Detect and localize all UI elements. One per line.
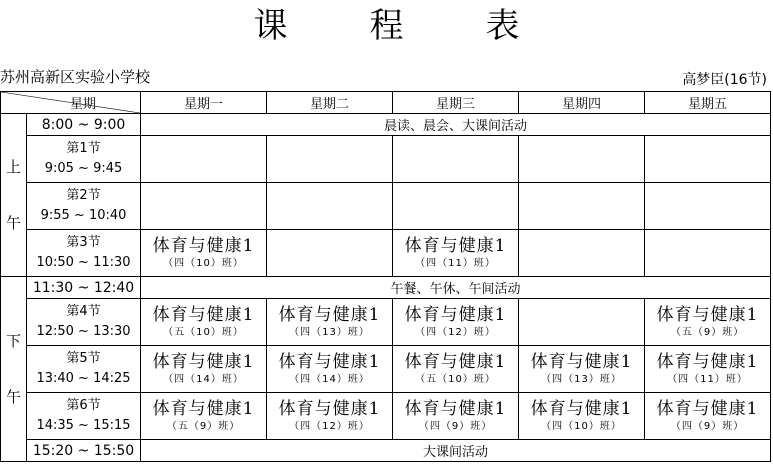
lesson-class: （四（14）班） xyxy=(163,374,244,385)
lesson-class: （五（10）班） xyxy=(415,374,496,385)
period-name: 第3节 xyxy=(66,235,101,250)
empty-cell xyxy=(393,136,519,183)
activity-row xyxy=(1,440,771,462)
empty-cell xyxy=(519,230,645,277)
lesson-cell xyxy=(267,346,393,393)
empty-cell xyxy=(141,136,267,183)
lesson-cell xyxy=(141,299,267,346)
period-cell xyxy=(27,299,141,346)
lesson-subject: 体育与健康1 xyxy=(404,399,507,419)
lesson-subject: 体育与健康1 xyxy=(656,399,759,419)
period-row xyxy=(1,230,771,277)
period-row xyxy=(1,299,771,346)
empty-cell xyxy=(393,183,519,230)
lesson-subject: 体育与健康1 xyxy=(656,305,759,325)
period-cell xyxy=(27,136,141,183)
empty-cell xyxy=(267,136,393,183)
lesson-cell xyxy=(267,299,393,346)
page-title: 课程表 xyxy=(253,6,602,46)
lesson-subject: 体育与健康1 xyxy=(278,305,381,325)
lesson-subject: 体育与健康1 xyxy=(152,236,255,256)
lesson-cell xyxy=(393,230,519,277)
period-cell xyxy=(27,230,141,277)
activity-row xyxy=(1,114,771,136)
lesson-class: （四（13）班） xyxy=(541,374,622,385)
activity-cell: 午餐、午休、午间活动 xyxy=(141,277,771,299)
period-time: 9:05 ~ 9:45 xyxy=(44,161,123,176)
half-day-label-top: 下 xyxy=(5,332,21,350)
day-header: 星期二 xyxy=(267,92,393,114)
lesson-class: （五（10）班） xyxy=(163,327,244,338)
day-header: 星期三 xyxy=(393,92,519,114)
empty-cell xyxy=(519,183,645,230)
day-header: 星期四 xyxy=(519,92,645,114)
lesson-cell xyxy=(519,393,645,440)
lesson-cell xyxy=(141,346,267,393)
time-cell: 15:20 ~ 15:50 xyxy=(27,440,141,462)
half-day-label-bottom: 午 xyxy=(5,388,21,406)
lesson-class: （四（9）班） xyxy=(418,421,493,432)
lesson-subject: 体育与健康1 xyxy=(404,305,507,325)
time-cell: 8:00 ~ 9:00 xyxy=(27,114,141,136)
period-time: 12:50 ~ 13:30 xyxy=(36,324,131,339)
activity-cell: 晨读、晨会、大课间活动 xyxy=(141,114,771,136)
period-cell xyxy=(27,346,141,393)
empty-cell xyxy=(645,183,771,230)
header-row xyxy=(1,92,771,114)
half-day-label-bottom: 午 xyxy=(5,214,21,232)
teacher-name: 高梦臣(16节) xyxy=(682,72,767,88)
period-time: 13:40 ~ 14:25 xyxy=(36,371,131,386)
empty-cell xyxy=(645,136,771,183)
lesson-cell xyxy=(141,393,267,440)
lesson-subject: 体育与健康1 xyxy=(278,352,381,372)
period-row xyxy=(1,346,771,393)
lesson-cell xyxy=(519,346,645,393)
lesson-subject: 体育与健康1 xyxy=(404,352,507,372)
half-day-label-top: 上 xyxy=(5,158,21,176)
period-name: 第4节 xyxy=(66,304,101,319)
lesson-subject: 体育与健康1 xyxy=(530,399,633,419)
empty-cell xyxy=(267,230,393,277)
lesson-cell xyxy=(645,346,771,393)
empty-cell xyxy=(141,183,267,230)
lesson-class: （五（9）班） xyxy=(166,421,241,432)
lesson-class: （四（14）班） xyxy=(289,374,370,385)
school-name: 苏州高新区实验小学校 xyxy=(0,68,151,86)
lesson-subject: 体育与健康1 xyxy=(656,352,759,372)
lesson-subject: 体育与健康1 xyxy=(278,399,381,419)
activity-cell: 大课间活动 xyxy=(141,440,771,462)
day-header: 星期一 xyxy=(141,92,267,114)
period-cell xyxy=(27,393,141,440)
period-name: 第6节 xyxy=(66,398,101,413)
empty-cell xyxy=(267,183,393,230)
activity-row xyxy=(1,277,771,299)
day-header: 星期五 xyxy=(645,92,771,114)
lesson-class: （四（10）班） xyxy=(163,258,244,269)
period-name: 第5节 xyxy=(66,351,101,366)
lesson-cell xyxy=(645,299,771,346)
lesson-cell xyxy=(141,230,267,277)
lesson-subject: 体育与健康1 xyxy=(152,352,255,372)
schedule-table xyxy=(0,91,771,462)
lesson-cell xyxy=(645,393,771,440)
empty-cell xyxy=(645,230,771,277)
lesson-class: （四（11）班） xyxy=(415,258,496,269)
lesson-class: （四（10）班） xyxy=(541,421,622,432)
period-time: 10:50 ~ 11:30 xyxy=(36,255,131,270)
lesson-subject: 体育与健康1 xyxy=(152,305,255,325)
empty-cell xyxy=(519,136,645,183)
period-name: 第1节 xyxy=(66,141,101,156)
period-time: 14:35 ~ 15:15 xyxy=(36,418,131,433)
lesson-cell xyxy=(393,346,519,393)
lesson-class: （四（11）班） xyxy=(667,374,748,385)
half-day-label xyxy=(1,114,27,277)
empty-cell xyxy=(519,299,645,346)
lesson-class: （五（9）班） xyxy=(670,327,745,338)
lesson-class: （四（12）班） xyxy=(289,421,370,432)
lesson-cell xyxy=(393,299,519,346)
lesson-class: （四（12）班） xyxy=(415,327,496,338)
corner-cell xyxy=(1,92,141,114)
lesson-cell xyxy=(267,393,393,440)
time-cell: 11:30 ~ 12:40 xyxy=(27,277,141,299)
corner-label: 星期 xyxy=(70,97,97,112)
lesson-class: （四（9）班） xyxy=(670,421,745,432)
period-cell xyxy=(27,183,141,230)
half-day-label xyxy=(1,277,27,462)
lesson-subject: 体育与健康1 xyxy=(404,236,507,256)
period-row xyxy=(1,136,771,183)
lesson-cell xyxy=(393,393,519,440)
period-time: 9:55 ~ 10:40 xyxy=(40,208,127,223)
lesson-subject: 体育与健康1 xyxy=(152,399,255,419)
half-day-gap xyxy=(1,182,26,208)
half-day-gap xyxy=(1,356,26,382)
period-row xyxy=(1,393,771,440)
period-row xyxy=(1,183,771,230)
period-name: 第2节 xyxy=(66,188,101,203)
lesson-subject: 体育与健康1 xyxy=(530,352,633,372)
lesson-class: （四（13）班） xyxy=(289,327,370,338)
